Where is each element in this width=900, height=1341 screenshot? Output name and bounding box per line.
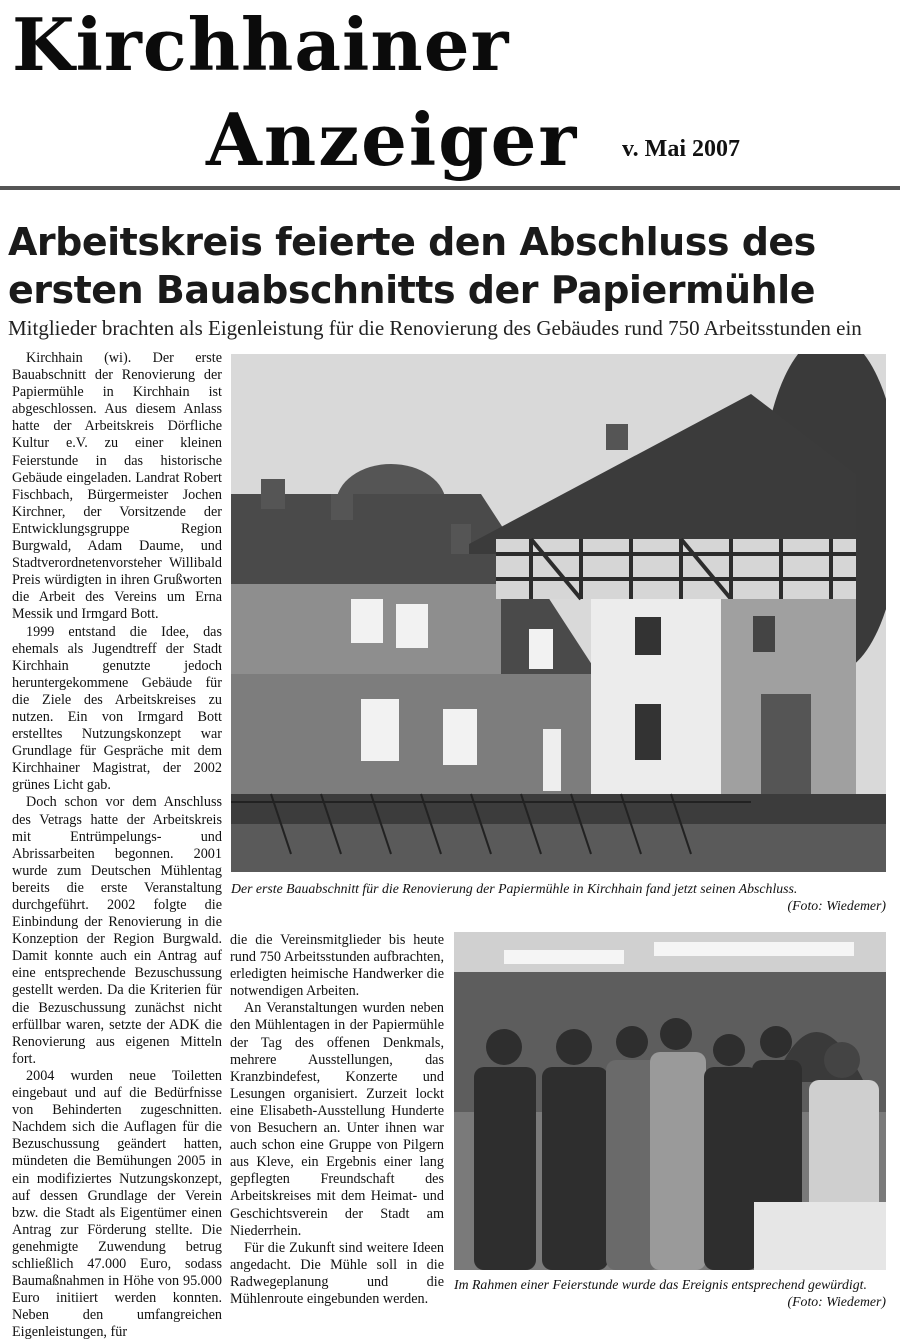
paragraph: 1999 entstand die Idee, das ehemals als Jugendtreff der Stadt Kirchhain genutzte jedoch heruntergekommene Gebäude für die Ziele des Arbeitskreises zu nutzen. Ein von Irmgard Bott erstelltes Nutzungskonzept war Grundlage für Gespräche mit dem Kirchhainer Magistrat, der 2002 grünes Licht gab. — [12, 623, 222, 794]
masthead-divider — [0, 186, 900, 190]
photo-credit: (Foto: Wiedemer) — [787, 898, 886, 913]
issue-date: v. Mai 2007 — [622, 136, 740, 162]
article-headline: Arbeitskreis feierte den Abschluss des ersten Bauabschnitts der Papiermühle — [8, 220, 816, 312]
mill-building-photo — [231, 354, 886, 872]
caption-text: Der erste Bauabschnitt für die Renovierung der Papiermühle in Kirchhain fand jetzt seinen Abschluss. — [231, 881, 798, 896]
article-column-1 — [12, 350, 222, 1341]
article-subheadline: Mitglieder brachten als Eigenleistung für die Renovierung des Gebäudes rund 750 Arbeitsstunden ein — [8, 316, 862, 340]
masthead-title-line2: Anzeiger — [206, 97, 579, 182]
celebration-group-photo — [454, 932, 886, 1270]
paragraph: die die Vereinsmitglieder bis heute rund 750 Arbeitsstunden aufbrachten, erledigten heimische Handwerker die notwendigen Arbeiten. — [230, 932, 444, 1000]
paragraph: An Veranstaltungen wurden neben den Mühlentagen in der Papiermühle der Tag des offenen Denkmals, mehrere Ausstellungen, das Kranzbindefest, Konzerte und Lesungen organisiert. Zurzeit lockt eine Elisabeth-Ausstellung Hunderte von Besuchern an. Unter ihnen war auch schon eine Gruppe von Pilgern aus Kleve, ein Ergebnis einer lang gepflegten Freundschaft des Arbeitskreises mit dem Heimat- und Geschichtsverein der Stadt am Niederrhein. — [230, 1000, 444, 1239]
photo-credit: (Foto: Wiedemer) — [787, 1294, 886, 1309]
masthead-title-line1: Kirchhainer — [12, 2, 510, 87]
photo-caption — [231, 880, 886, 914]
paragraph: Doch schon vor dem Anschluss des Vetrags hatte der Arbeitskreis mit Entrümpelungs- und Abrissarbeiten begonnen. 2001 wurde zum Deutschen Mühlentag bereits die erste Veranstaltung durchgeführt. 2002 folgte die Einbindung der Renovierung in die Konzeption der Region Burgwald. Damit konnte auch ein Antrag auf eine entsprechende Bezuschussung gestellt werden. Da die Kriterien für die Bezuschussung zunächst nicht erfüllbar waren, setzte der ADK die Renovierung aus eigenen Mitteln fort. — [12, 794, 222, 1067]
article-column-2 — [230, 932, 444, 1308]
paragraph: Kirchhain (wi). Der erste Bauabschnitt der Renovierung der Papiermühle in Kirchhain ist abgeschlossen. Aus diesem Anlass hatte der Arbeitskreis Dörfliche Kultur e.V. zu einer kleinen Feierstunde in das historische Gebäude eingeladen. Landrat Robert Fischbach, Bürgermeister Jochen Kirchner, der Vorsitzende der Entwicklungsgruppe Region Burgwald, Adam Daume, und Stadtverordnetenvorsteher Willibald Preis würdigten in ihren Grußworten die Arbeit des Vereins um Erna Messik und Irmgard Bott. — [12, 350, 222, 623]
caption-text: Im Rahmen einer Feierstunde wurde das Ereignis entsprechend gewürdigt. — [454, 1277, 867, 1292]
photo-caption — [454, 1276, 886, 1310]
paragraph: 2004 wurden neue Toiletten eingebaut und auf die Bedürfnisse von Behinderten zugeschnitten. Nachdem sich die Auflagen für die Bezuschussung geändert hatten, mündeten die Bemühungen 2005 in ein modifiziertes Nutzungskonzept, auf dessen Grundlage der Verein bzw. die Stadt als Eigentümer einen Antrag zur Förderung stellte. Die genehmigte Zuwendung betrug schließlich 47.000 Euro, sodass Baumaßnahmen in Höhe von 95.000 Euro initiiert werden konnten. Neben den umfangreichen Eigenleistungen, für — [12, 1067, 222, 1341]
paragraph: Für die Zukunft sind weitere Ideen angedacht. Die Mühle soll in die Radwegeplanung und die Mühlenroute eingebunden werden. — [230, 1239, 444, 1307]
